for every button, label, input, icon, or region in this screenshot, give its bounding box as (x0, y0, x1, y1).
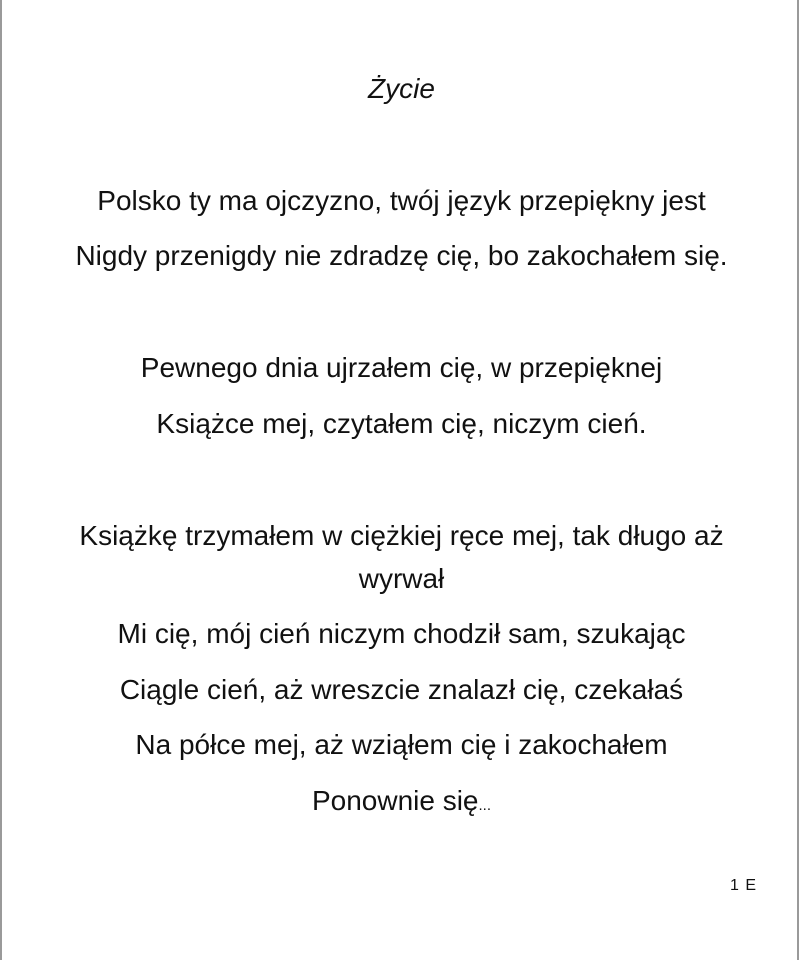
poem-title: Życie (368, 73, 435, 104)
stanza3-line4: Na półce mej, aż wziąłem cię i zakochałem (135, 729, 668, 760)
stanza1-line2: Nigdy przenigdy nie zdradzę cię, bo zakochałem się. (75, 240, 728, 271)
page-number: 1 E (729, 877, 757, 894)
stanza3-line3: Ciągle cień, aż wreszcie znalazł cię, czekałaś (119, 674, 684, 705)
stanza3-line5 (2, 784, 799, 823)
stanza2-line1: Pewnego dnia ujrzałem cię, w przepięknej (140, 352, 663, 383)
stanza2-line2: Książce mej, czytałem cię, niczym cień. (156, 408, 647, 439)
stanza3-line5-text: Ponownie się (311, 785, 479, 816)
stanza3-line1b: wyrwał (358, 563, 445, 594)
stanza3-line2: Mi cię, mój cień niczym chodził sam, szukając (117, 618, 686, 649)
stanza3-line5-ellipsis: ... (478, 797, 492, 814)
stanza1-line1: Polsko ty ma ojczyzno, twój język przepiękny jest (97, 185, 706, 216)
stanza3-line1a: Książkę trzymałem w ciężkiej ręce mej, tak długo aż (79, 520, 724, 551)
